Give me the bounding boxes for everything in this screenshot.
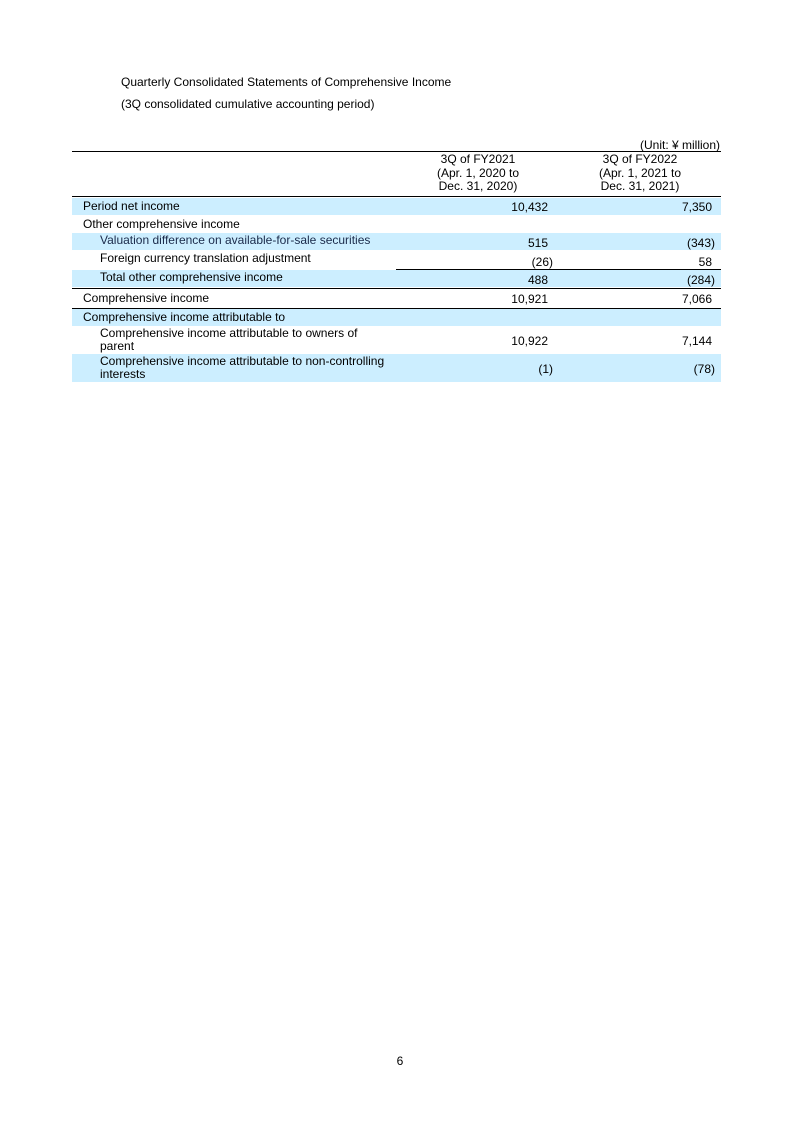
value-fy2021: 488 [527,273,548,287]
statement-subtitle: (3Q consolidated cumulative accounting period) [121,97,375,111]
row-label: Comprehensive income attributable to [83,310,286,324]
column-header-line: 3Q of FY2021 [440,152,516,166]
table-row [72,309,721,326]
value-fy2021: 10,432 [511,200,548,214]
row-label [100,327,357,353]
value-fy2022: (343) [686,236,715,250]
row-label: Other comprehensive income [83,217,240,231]
value-fy2022: 7,066 [681,292,712,306]
row-label [100,355,384,381]
value-fy2021: 10,921 [511,292,548,306]
table-row [72,216,721,233]
value-fy2021: 10,922 [511,334,548,348]
row-label: Valuation difference on available-for-sale securities [100,233,371,247]
unit-label: (Unit: ¥ million) [639,138,720,152]
value-fy2022: (284) [686,273,715,287]
statement-title: Quarterly Consolidated Statements of Comprehensive Income [121,75,452,89]
column-header-line: Dec. 31, 2020) [438,179,518,193]
value-fy2021: 515 [527,236,548,250]
row-label-line: Comprehensive income attributable to non-controlling [100,354,385,368]
value-fy2022: 7,350 [681,200,712,214]
page-number: 6 [396,1054,404,1068]
table-row [72,326,721,354]
row-label-line: Comprehensive income attributable to owners of [100,326,358,340]
total-rule [72,288,721,289]
column-header-line: (Apr. 1, 2021 to [598,165,682,180]
row-label: Comprehensive income [83,291,210,305]
table-row [72,270,721,287]
column-header-line: (Apr. 1, 2020 to [436,165,520,180]
row-label: Foreign currency translation adjustment [100,251,311,265]
value-fy2021: (26) [531,255,553,269]
header-bottom-rule [72,196,721,197]
column-header-line: Dec. 31, 2021) [600,179,680,193]
row-label: Period net income [83,199,180,213]
value-fy2022: (78) [693,362,715,376]
column-header-line: 3Q of FY2022 [602,152,678,166]
column-header-fy2022 [570,153,710,194]
table-row [72,198,721,215]
table-row [72,354,721,382]
table-row [72,251,721,268]
row-label-line: interests [100,367,146,381]
row-label: Total other comprehensive income [100,270,283,284]
row-label-line: parent [100,339,135,353]
column-header-fy2021 [408,153,548,194]
table-row [72,233,721,250]
table-row [72,290,721,307]
value-fy2021: (1) [538,362,553,376]
value-fy2022: 58 [698,255,712,269]
value-fy2022: 7,144 [681,334,712,348]
